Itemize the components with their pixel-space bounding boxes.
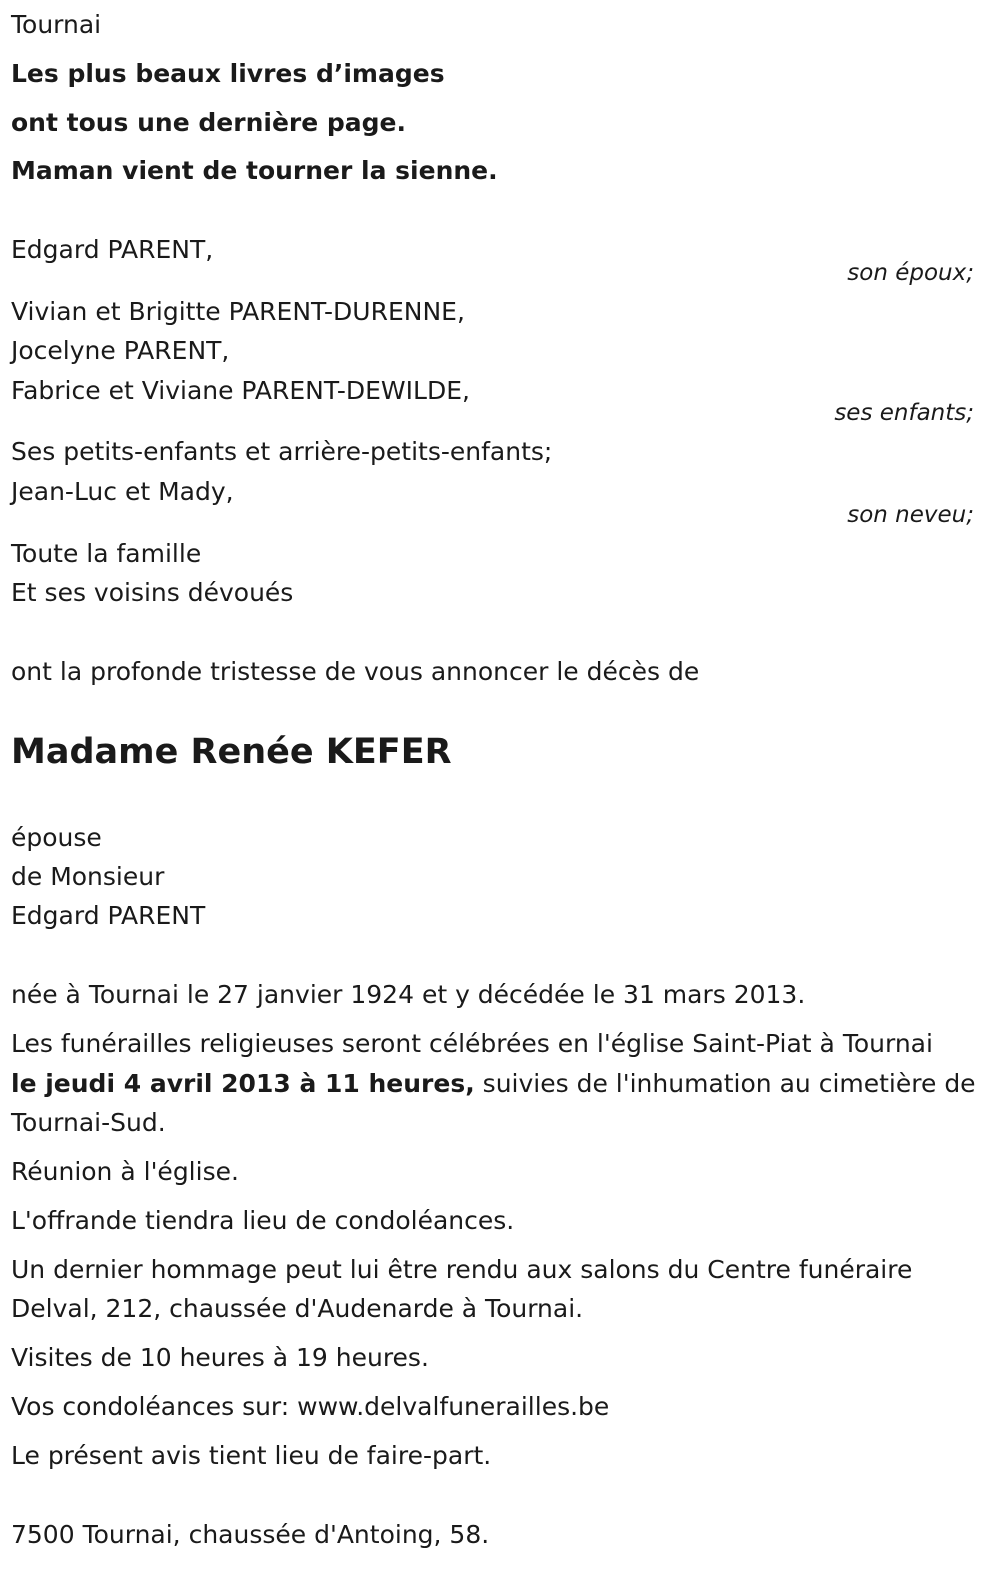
quote-line-2: ont tous une dernière page. [11, 108, 406, 137]
funeral-date: le jeudi 4 avril 2013 à 11 heures, [11, 1069, 475, 1098]
address: 7500 Tournai, chaussée d'Antoing, 58. [11, 1520, 490, 1549]
funeral-line-2 [11, 1071, 976, 1096]
spouse-role: son époux; [847, 260, 974, 286]
relation-line-3: Edgard PARENT [11, 901, 206, 930]
family-other-2: Et ses voisins dévoués [11, 578, 294, 607]
nephew-name: Jean-Luc et Mady, [11, 477, 234, 506]
offering-note: L'offrande tiendra lieu de condoléances. [11, 1206, 515, 1235]
deceased-name: Madame Renée KEFER [11, 732, 452, 772]
relation-line-1: épouse [11, 823, 102, 852]
child-2: Jocelyne PARENT, [11, 336, 230, 365]
child-3: Fabrice et Viviane PARENT-DEWILDE, [11, 376, 470, 405]
homage-line-1: Un dernier hommage peut lui être rendu aux salons du Centre funéraire [11, 1255, 913, 1284]
homage-line-2: Delval, 212, chaussée d'Audenarde à Tournai. [11, 1294, 584, 1323]
funeral-burial: suivies de l'inhumation au cimetière de [474, 1069, 976, 1098]
visits-note: Visites de 10 heures à 19 heures. [11, 1343, 429, 1372]
birth-death: née à Tournai le 27 janvier 1924 et y décédée le 31 mars 2013. [11, 980, 806, 1009]
funeral-line-3: Tournai-Sud. [11, 1108, 166, 1137]
spouse-name: Edgard PARENT, [11, 235, 214, 264]
quote-line-3: Maman vient de tourner la sienne. [11, 156, 498, 185]
funeral-line-1: Les funérailles religieuses seront célébrées en l'église Saint-Piat à Tournai [11, 1029, 933, 1058]
quote-line-1: Les plus beaux livres d’images [11, 59, 445, 88]
family-other-1: Toute la famille [11, 539, 202, 568]
nephew-role: son neveu; [847, 502, 974, 528]
announcement: ont la profonde tristesse de vous annoncer le décès de [11, 657, 700, 686]
relation-line-2: de Monsieur [11, 862, 165, 891]
meeting-note: Réunion à l'église. [11, 1157, 239, 1186]
condolences-note: Vos condoléances sur: www.delvalfunerailles.be [11, 1392, 610, 1421]
grandchildren: Ses petits-enfants et arrière-petits-enfants; [11, 437, 553, 466]
notice-note: Le présent avis tient lieu de faire-part. [11, 1441, 492, 1470]
children-role: ses enfants; [834, 400, 974, 426]
child-1: Vivian et Brigitte PARENT-DURENNE, [11, 297, 465, 326]
city: Tournai [11, 10, 102, 39]
